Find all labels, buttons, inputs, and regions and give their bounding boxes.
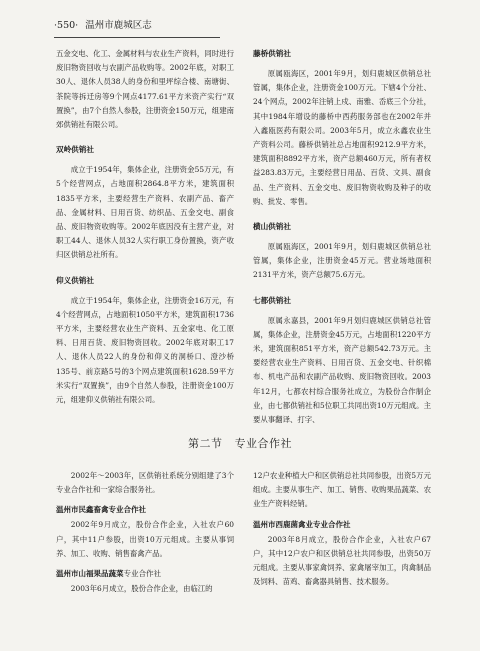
section-heading-qidu: 七都供销社 xyxy=(253,295,291,305)
lower-left-column xyxy=(56,469,234,596)
coop-body-shanfu: 2003年6月成立，股份合作企业，由临江的 xyxy=(70,584,213,594)
page-number: ·550· xyxy=(54,20,79,31)
section-body-yangyi: 成立于1954年，集体企业，注册资金16万元，有4个经营网点，占地面积1050平方米，建筑面积1736平方米，主要经营农业生产资料、五金家电、化工原料、日用百货、废旧物资回收。2002年底对职工17人、退休人员22人的身份和仰义的洞桥口、澄沙桥135号、前京路5号的3个网点建筑面积1628.59平方米实行“双置换”，由9个自然人参股，注册资金100万元，组建仰义供销社有限公司。 xyxy=(56,295,234,405)
coop-body-minxin: 2002年9月成立，股份合作企业，入社农户60户，其中11户参股，出资10万元组成。主要从事饲养、加工、收购、销售畜禽产品。 xyxy=(56,520,234,558)
coop-heading-shanfu-suffix: 专业合作社 xyxy=(123,569,161,579)
section-body-qidu: 原属永嘉县，2001年9月划归鹿城区供销总社管属，集体企业，注册资金45万元，占地面积1220平方米，建筑面积851平方米，资产总额542.73万元。主要经营农业生产资料、日用百货、五金交电、针织棉布、机电产品和农副产品收购、废旧物资回收。2003年12月，七都农村综合服务社成立，为股份合作制企业，由七都供销社和5位职工共同出资10万元组成。主要从事翻译、打字、 xyxy=(253,315,431,425)
lower-right-column xyxy=(253,469,431,589)
section-title xyxy=(0,436,480,452)
section-number: 第二节 xyxy=(188,437,223,450)
header-rule xyxy=(54,37,220,38)
coop-heading-shanfu xyxy=(56,567,234,580)
section-body-shuangling: 成立于1954年，集体企业，注册资金55万元，有5个经营网点，占地面积2864.8平方米，建筑面积1835平方米，主要经营生产资料、农副产品、畜产品、金属材料、日用百货、纺织品、五金交电、副食品、废旧物资收购等。2002年底因没有主营产业，对职工44人、退休人员32人实行职工身份置换，资产收归区供销总社所有。 xyxy=(56,165,234,260)
section-body-hengshan: 原属瓯海区，2001年9月，划归鹿城区供销总社管属，集体企业，注册资金45万元。营业场地面积2131平方米，资产总额75.6万元。 xyxy=(253,242,431,280)
coop-heading-minxin: 温州市民鑫畜禽专业合作社 xyxy=(56,505,146,515)
lower-intro-paragraph: 2002年～2003年，区供销社系统分别组建了3个专业合作社和一家综合服务社。 xyxy=(56,471,234,495)
coop-heading-xilu: 温州市西鹿菌禽业专业合作社 xyxy=(253,519,351,529)
continued-paragraph-lower: 12户农业种植大户和区供销总社共同参股，出资5万元组成。主要从事生产、加工、销售、收购果品蔬菜、农业生产资料经销。 xyxy=(253,471,431,509)
upper-left-column xyxy=(56,47,234,407)
section-name: 专业合作社 xyxy=(234,437,292,450)
continued-paragraph: 五金交电、化工、金属材料与农业生产资料，同时进行废旧物资回收与农副产品收购等。2002年底，对职工30人、退休人员38人的身份和里坪综合楼、南塘街、茶院等拆迁房等9个网点4177.61平方米资产实行“双置换”，由7个自然人参股，注册资金150万元，组建南郊供销社有限公司。 xyxy=(56,49,234,130)
page-header xyxy=(54,18,426,34)
section-body-tengqiao: 原属瓯海区，2001年9月，划归鹿城区供销总社管属，集体企业，注册资金100万元。下辖4个分社、24个网点，2002年注销上戍、南雅、岙底三个分社，其中1984年增设的藤桥中西药服务部也在2002年并入鑫瓯医药有限公司。2003年5月，成立永鑫农业生产资料公司。藤桥供销社总占地面积9212.9平方米，建筑面积8892平方米，资产总额460万元，所有者权益283.83万元，主要经营日用品、百货、文具、副食品、生产资料、五金交电、废旧物资收购及种子的收购、批发、零售。 xyxy=(253,69,431,206)
section-heading-hengshan: 横山供销社 xyxy=(253,222,291,232)
coop-heading-shanfu-name: 温州市山福果品蔬菜 xyxy=(56,569,124,579)
section-heading-yangyi: 仰义供销社 xyxy=(56,275,94,285)
section-heading-shuangling: 双岭供销社 xyxy=(56,145,94,155)
section-heading-tengqiao: 藤桥供销社 xyxy=(253,49,291,58)
upper-right-column xyxy=(253,47,431,427)
coop-body-xilu: 2003年8月成立，股份合作企业，入社农户67户，其中12户农户和区供销总社共同参股，出资50万元组成。主要从事家禽饲养、家禽屠宰加工，肉禽制品及饲料、苗鸡、畜禽器具销售、技术服务。 xyxy=(253,534,431,587)
book-title: 温州市鹿城区志 xyxy=(85,20,152,31)
